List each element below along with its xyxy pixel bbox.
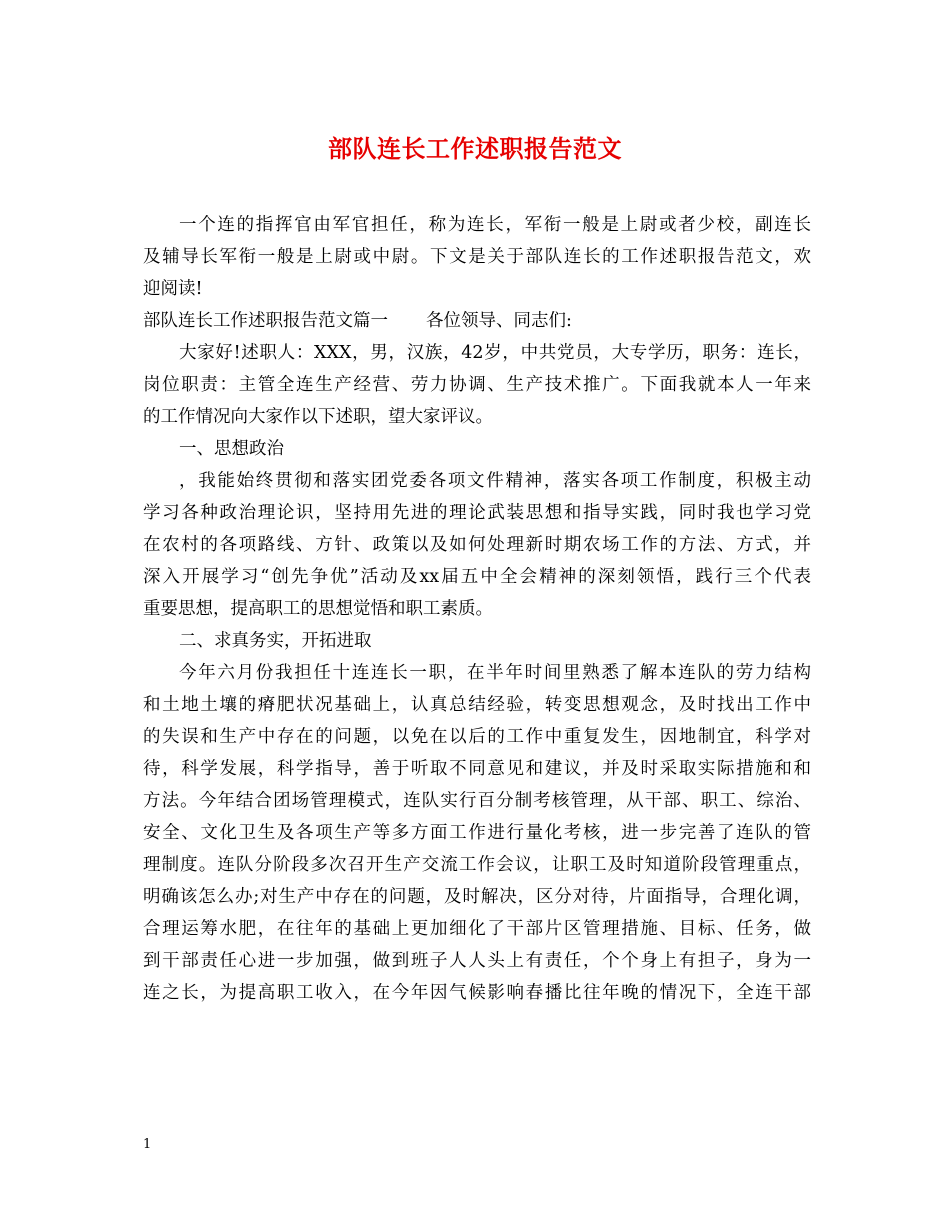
paragraph-line — [143, 849, 811, 881]
line-text: 今年六月份我担任十连连长一职，在半年时间里熟悉了解本连队的劳力结构 — [179, 663, 811, 683]
paragraph-line — [143, 593, 811, 625]
paragraph-line — [143, 689, 811, 721]
paragraph-line — [143, 977, 811, 1009]
line-text: 理制度。连队分阶段多次召开生产交流工作会议，让职工及时知道阶段管理重点， — [143, 855, 811, 875]
paragraph-line — [143, 625, 811, 657]
line-text: 连之长，为提高职工收入，在今年因气候影响春播比往年晚的情况下，全连干部 — [143, 983, 811, 1003]
paragraph-line — [143, 881, 811, 913]
paragraph-line — [143, 721, 811, 753]
paragraph-line — [143, 561, 811, 593]
line-text: 部队连长工作述职报告范文篇一 — [143, 311, 388, 331]
line-text: 岗位职责：主管全连生产经营、劳力协调、生产技术推广。下面我就本人一年来 — [143, 375, 811, 395]
paragraph-line — [143, 913, 811, 945]
line-tail-text: 各位领导、同志们: — [426, 311, 572, 331]
paragraph-line — [143, 337, 811, 369]
line-text: 二、求真务实，开拓进取 — [179, 631, 372, 651]
line-text: 及辅导长军衔一般是上尉或中尉。下文是关于部队连长的工作述职报告范文，欢 — [143, 247, 811, 267]
paragraph-line — [143, 785, 811, 817]
paragraph-line — [143, 465, 811, 497]
document-body — [143, 209, 811, 1009]
paragraph-line — [143, 369, 811, 401]
paragraph-line — [143, 657, 811, 689]
paragraph-line — [143, 433, 811, 465]
paragraph-line — [143, 817, 811, 849]
line-text: 待，科学发展，科学指导，善于听取不同意见和建议，并及时采取实际措施和和 — [143, 759, 811, 779]
line-text: 和土地土壤的瘠肥状况基础上，认真总结经验，转变思想观念，及时找出工作中 — [143, 695, 811, 715]
line-text: 迎阅读! — [143, 279, 203, 299]
line-text: 大家好!述职人：XXX，男，汉族，42岁，中共党员，大专学历，职务：连长， — [179, 343, 811, 363]
paragraph-line — [143, 497, 811, 529]
line-text: 一个连的指挥官由军官担任，称为连长，军衔一般是上尉或者少校，副连长 — [179, 215, 811, 235]
line-text: 一、思想政治 — [179, 439, 284, 459]
paragraph-line — [143, 209, 811, 241]
line-text: 合理运筹水肥，在往年的基础上更加细化了干部片区管理措施、目标、任务，做 — [143, 919, 811, 939]
document-title: 部队连长工作述职报告范文 — [328, 134, 622, 163]
line-text: 深入开展学习“创先争优”活动及xx届五中全会精神的深刻领悟，践行三个代表 — [143, 567, 811, 587]
line-text: 方法。今年结合团场管理模式，连队实行百分制考核管理，从干部、职工、综治、 — [143, 791, 811, 811]
line-text: 安全、文化卫生及各项生产等多方面工作进行量化考核，进一步完善了连队的管 — [143, 823, 811, 843]
page-number: 1 — [143, 1137, 152, 1152]
paragraph-line — [143, 241, 811, 273]
paragraph-line — [143, 529, 811, 561]
line-text: 明确该怎么办;对生产中存在的问题，及时解决，区分对待，片面指导，合理化调， — [143, 887, 811, 907]
paragraph-line — [143, 401, 811, 433]
line-text: 在农村的各项路线、方针、政策以及如何处理新时期农场工作的方法、方式，并 — [143, 535, 811, 555]
line-text: 重要思想，提高职工的思想觉悟和职工素质。 — [143, 599, 493, 619]
line-text: 的失误和生产中存在的问题，以免在以后的工作中重复发生，因地制宜，科学对 — [143, 727, 811, 747]
line-text: ，我能始终贯彻和落实团党委各项文件精神，落实各项工作制度，积极主动 — [179, 471, 811, 491]
paragraph-line — [143, 305, 811, 337]
paragraph-line — [143, 753, 811, 785]
line-text: 到干部责任心进一步加强，做到班子人人头上有责任，个个身上有担子，身为一 — [143, 951, 811, 971]
line-text: 的工作情况向大家作以下述职，望大家评议。 — [143, 407, 493, 427]
paragraph-line — [143, 945, 811, 977]
line-text: 学习各种政治理论识，坚持用先进的理论武装思想和指导实践，同时我也学习党 — [143, 503, 811, 523]
paragraph-line — [143, 273, 811, 305]
